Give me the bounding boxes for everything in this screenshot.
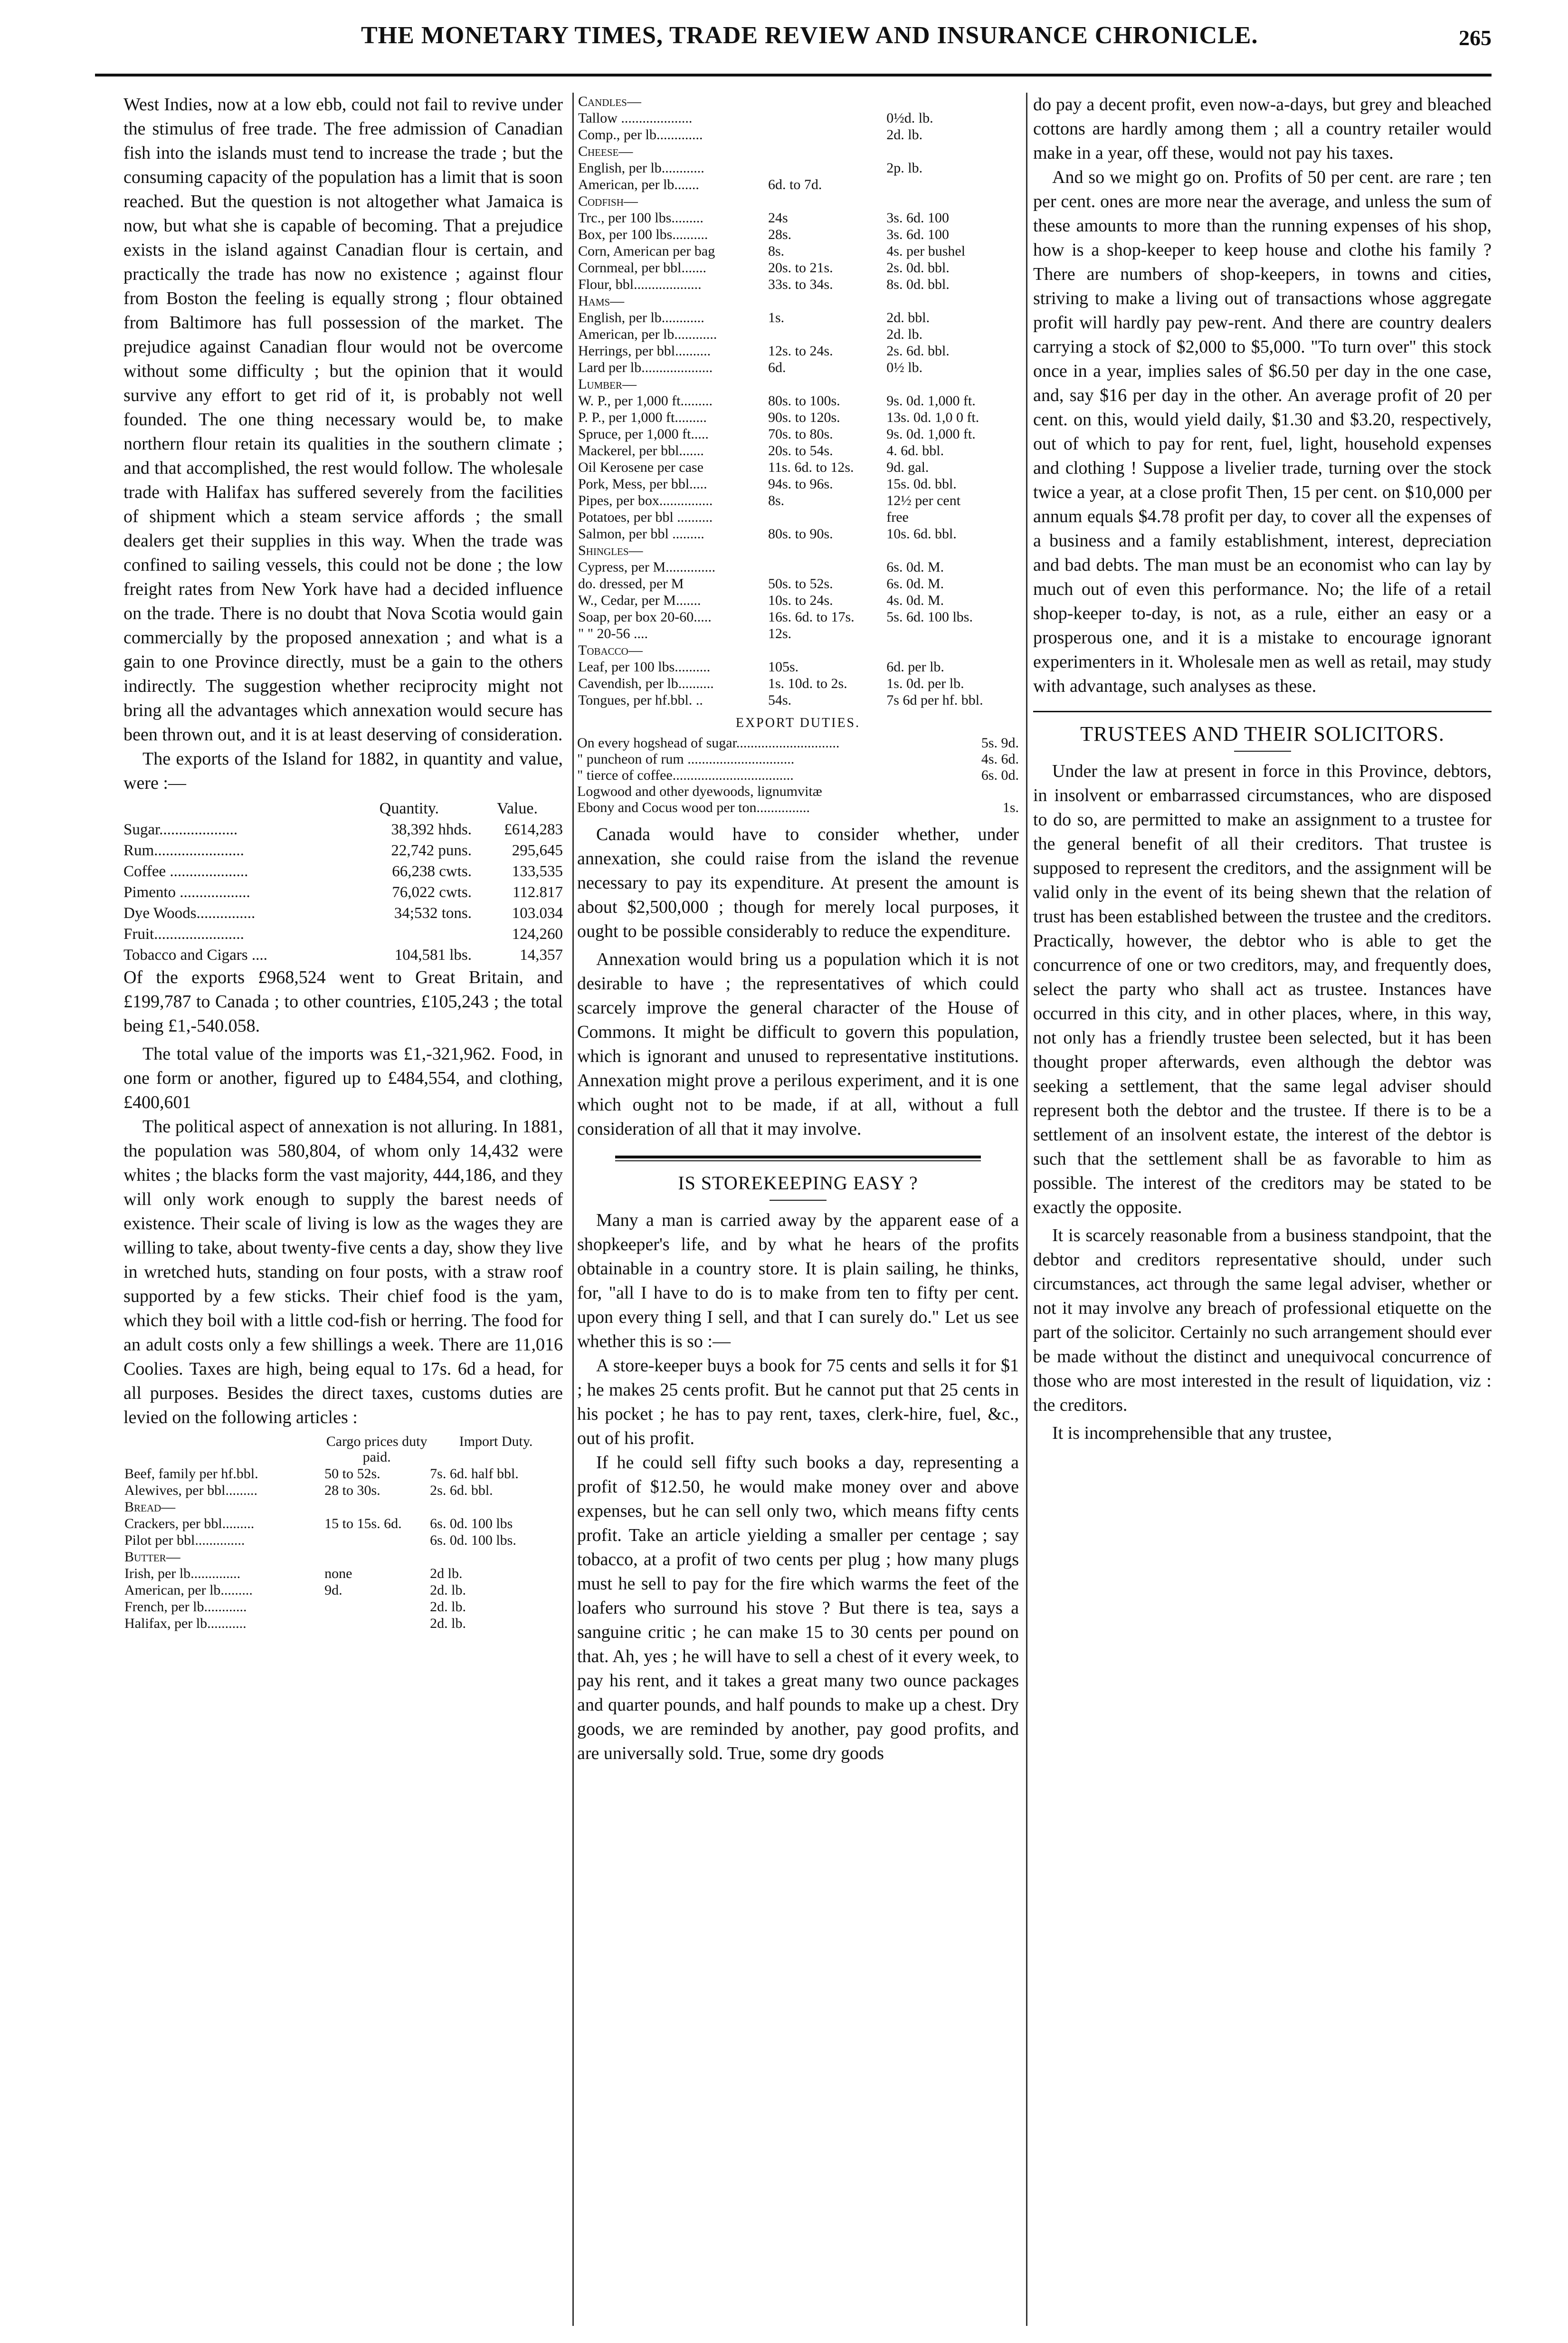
section-heading-trustees: TRUSTEES AND THEIR SOLICITORS. xyxy=(1080,722,1444,746)
table-cell xyxy=(768,143,885,159)
column-rule-1 xyxy=(572,93,574,2326)
table-cell: American, per lb......... xyxy=(124,1582,253,1598)
paragraph: And so we might go on. Profits of 50 per cent. are rare ; ten per cent. ones are more near the average, and unless the sum of these amounts to more than the running expenses of his shop, how is a shop-keeper to keep house and clothe his family ? There are numbers of shop-keepers, in towns and cities, striving to make a living out of transactions whose aggregate profit will hardly pay pew-rent. And there are country dealers carrying a stock of $2,000 to $5,000. "To turn over" this stock once in a year, implies sales of $6.50 per day in the one case, and, say $16 per day in the other. An average profit of 20 per cent. on this, would yield daily, $1.30 and $3.20, respectively, out of which to pay for rent, fuel, light, household expenses and clothing ! Suppose a livelier trade, turning over the stock twice a year, at a close profit Then, 15 per cent. on $10,000 per annum equals $4.78 profit per day, to cover all the expenses of a business and a family establishment, interest, depreciation and bad debts. The man must be an economist who can lay by much out of even this performance. No; the life of a retail shop-keeper to-day, is not, as a rule, either an easy or a prosperous one, and it is a mistake to encourage ignorant experimenters in it. Wholesale men as well as retail, may study with advantage, such analyses as these. xyxy=(1033,167,1492,696)
table-cell: 8s. xyxy=(768,243,785,259)
column-header: Cargo prices duty paid. xyxy=(326,1434,428,1465)
table-row xyxy=(578,143,1018,159)
table-row xyxy=(578,526,1018,542)
table-row xyxy=(578,326,1018,342)
table-row xyxy=(578,227,1018,242)
column-2 xyxy=(577,93,1019,2326)
table-cell: 54s. xyxy=(768,692,792,708)
table-cell: W. P., per 1,000 ft......... xyxy=(578,393,713,409)
table-cell xyxy=(768,94,885,109)
table-cell: 3s. 6d. 100 xyxy=(886,210,949,226)
table-cell xyxy=(768,509,885,525)
table-cell: 34;532 tons. xyxy=(394,905,472,922)
paragraph: It is scarcely reasonable from a business standpoint, that the debtor and creditors representative should, under such circumstances, act through the same legal adviser, whether or not it may involve any breach of professional etiquette on the part of the solicitor. Certainly no such arrangement should ever be made without the distinct and unequivocal concurrence of those who are most interested in the result of liquidation, viz : the creditors. xyxy=(1033,1225,1492,1415)
table-cell: French, per lb............ xyxy=(124,1599,247,1615)
table-cell xyxy=(324,1499,429,1515)
table-cell: 20s. to 54s. xyxy=(768,443,833,459)
table-cell: 12½ per cent xyxy=(886,493,961,508)
table-row xyxy=(124,945,563,966)
table-row xyxy=(578,509,1018,525)
table-cell: Beef, family per hf.bbl. xyxy=(124,1466,258,1482)
table-row xyxy=(578,593,1018,608)
table-row xyxy=(578,559,1018,575)
export-item: Logwood and other dyewoods, lignumvitæ xyxy=(577,784,822,799)
table-cell: Box, per 100 lbs.......... xyxy=(578,227,708,242)
table-row xyxy=(124,1582,562,1598)
table-cell: 50s. to 52s. xyxy=(768,576,833,592)
table-cell: 4. 6d. bbl. xyxy=(886,443,944,459)
column-header: Quantity. xyxy=(379,800,439,817)
table-cell xyxy=(324,1599,429,1615)
table-cell: Sugar.................... xyxy=(124,821,238,838)
table-cell xyxy=(768,193,885,209)
table-cell: 2d lb. xyxy=(430,1566,463,1581)
table-row xyxy=(124,1549,562,1565)
table-cell: 8s. xyxy=(768,493,785,508)
table-cell: 9d. xyxy=(324,1582,342,1598)
table-cell: Tobacco and Cigars .... xyxy=(124,947,267,964)
table-cell: Mackerel, per bbl....... xyxy=(578,443,704,459)
table-row xyxy=(124,1566,562,1581)
newspaper-title: THE MONETARY TIMES, TRADE REVIEW AND INSURANCE CHRONICLE. xyxy=(361,22,1258,49)
table-cell xyxy=(886,94,1018,109)
list-item xyxy=(577,784,1019,800)
export-duty: 4s. 6d. xyxy=(981,751,1019,767)
table-cell: Lumber— xyxy=(578,376,637,392)
paragraph: If he could sell fifty such books a day, representing a profit of $12.50, he would make money over and above expenses, but he can sell only two, which means fifty cents profit. Take an article yielding a smaller per centage ; say tobacco, at a profit of two cents per plug ; how many plugs must he sell to pay for the fire which warms the feet of the loafers who surround his stove ? But there is tea, says a sanguine critic ; he can make 15 to 30 cents per pound on that. Ah, yes ; he will have to sell a chest of it every week, to pay his rent, and it takes a great many two ounce packages and quarter pounds, and half pounds to make up a chest. Dry goods, we are reminded by another, pay good profits, and are universally sold. True, some dry goods xyxy=(577,1453,1019,1763)
table-row xyxy=(124,1532,562,1548)
table-cell: 66,238 cwts. xyxy=(392,863,472,880)
table-cell: Irish, per lb.............. xyxy=(124,1566,241,1581)
table-row xyxy=(578,293,1018,309)
table-cell: Alewives, per bbl......... xyxy=(124,1482,257,1498)
table-row xyxy=(578,360,1018,375)
table-cell: Codfish— xyxy=(578,193,638,209)
table-cell: American, per lb....... xyxy=(578,177,699,192)
table-cell: 2d. bbl. xyxy=(886,310,930,325)
table-cell: 2s. 6d. bbl. xyxy=(886,343,950,359)
table-row xyxy=(578,410,1018,425)
table-row xyxy=(578,476,1018,492)
table-cell: Cornmeal, per bbl....... xyxy=(578,260,706,276)
export-item: On every hogshead of sugar............................. xyxy=(577,735,840,751)
table-cell: 6d. per lb. xyxy=(886,659,944,675)
table-cell: Tallow .................... xyxy=(578,110,693,126)
table-row xyxy=(578,177,1018,192)
table-cell: 2s. 6d. bbl. xyxy=(430,1482,493,1498)
export-item: Ebony and Cocus wood per ton............... xyxy=(577,800,810,815)
table-cell: 22,742 puns. xyxy=(391,842,472,859)
table-cell: Tongues, per hf.bbl. .. xyxy=(578,692,703,708)
table-row xyxy=(578,626,1018,641)
list-item xyxy=(577,751,1019,767)
table-cell: 2d. lb. xyxy=(430,1599,466,1615)
export-duty: 1s. xyxy=(1002,800,1019,815)
paragraph: It is incomprehensible that any trustee, xyxy=(1052,1423,1332,1443)
table-cell: English, per lb............ xyxy=(578,160,704,176)
table-cell: 0½d. lb. xyxy=(886,110,933,126)
table-row xyxy=(578,393,1018,409)
table-cell: 112.817 xyxy=(512,884,563,901)
table-cell: Flour, bbl................... xyxy=(578,277,702,292)
table-cell xyxy=(768,642,885,658)
table-cell: Tobacco— xyxy=(578,642,643,658)
table-cell xyxy=(768,376,885,392)
paragraph: Under the law at present in force in this Province, debtors, in insolvent or embarrassed circumstances, who are disposed to do so, are permitted to make an assignment to a trustee for the general benefit of all their creditors. That trustee is supposed to represent the creditors, and the assignment will be valid only in the event of its being shewn that the relation of trust has been established between the trustee and the creditors. Practically, however, the debtor who is able to get the concurrence of one or two creditors, may, and frequently does, select the party who shall act as trustee. Instances have occurred in this city, and in other places, where, in this way, not only has a friendly trustee been selected, but it has been thought proper afterwards, even although the debtor was seeking a settlement, that the same legal adviser should represent both the debtor and the trustee. If there is to be a settlement of an insolvent estate, the interest of the debtor is such that the settlement shall be as favorable to him as possible. The interest of the creditors may be stated to be exactly the opposite. xyxy=(1033,761,1492,1217)
paragraph: Of the exports £968,524 went to Great Britain, and £199,787 to Canada ; to other countries, £105,243 ; the total being £1,-540.058. xyxy=(124,967,563,1036)
table-cell: 103.034 xyxy=(512,905,563,922)
table-row xyxy=(578,692,1018,708)
section-divider xyxy=(1033,711,1492,712)
table-cell: " " 20-56 .... xyxy=(578,626,648,641)
table-cell: 28 to 30s. xyxy=(324,1482,380,1498)
table-cell: 80s. to 100s. xyxy=(768,393,840,409)
table-cell xyxy=(324,1549,429,1565)
table-cell: Spruce, per 1,000 ft..... xyxy=(578,426,709,442)
table-cell: Crackers, per bbl......... xyxy=(124,1516,255,1531)
table-cell: 38,392 hhds. xyxy=(391,821,472,838)
table-row xyxy=(578,642,1018,658)
table-cell xyxy=(886,143,1018,159)
table-cell: Rum....................... xyxy=(124,842,244,859)
table-cell: 2d. lb. xyxy=(886,127,923,143)
table-cell: 9d. gal. xyxy=(886,459,929,475)
table-cell: 10s. to 24s. xyxy=(768,593,833,608)
table-cell: W., Cedar, per M....... xyxy=(578,593,701,608)
table-row xyxy=(578,310,1018,325)
table-row xyxy=(124,1466,562,1482)
table-cell: 2d. lb. xyxy=(430,1616,466,1631)
table-cell: 6s. 0d. M. xyxy=(886,559,944,575)
section-divider xyxy=(615,1156,981,1161)
table-cell: Cheese— xyxy=(578,143,633,159)
table-cell: 12s. to 24s. xyxy=(768,343,833,359)
paragraph: Annexation would bring us a population which it is not desirable to have ; the representatives of which could scarcely improve the general character of the House of Commons. It might be difficult to govern this population, which is ignorant and unused to representative institutions. Annexation might prove a perilous experiment, and it is one which ought not to be made, if at all, without a full consideration of all that it may involve. xyxy=(577,949,1019,1139)
table-cell: Coffee .................... xyxy=(124,863,248,880)
table-cell: 2d. lb. xyxy=(430,1582,466,1598)
table-row xyxy=(578,193,1018,209)
table-cell: 6s. 0d. 100 lbs xyxy=(430,1516,513,1531)
table-cell: 6d. xyxy=(768,360,786,375)
heading-underline xyxy=(1234,751,1291,752)
section-heading-storekeeping: IS STOREKEEPING EASY ? xyxy=(678,1172,918,1194)
table-cell: Fruit....................... xyxy=(124,926,244,943)
table-cell: Hams— xyxy=(578,293,625,309)
table-cell: 4s. 0d. M. xyxy=(886,593,944,608)
table-row xyxy=(124,1516,562,1531)
table-cell: Herrings, per bbl.......... xyxy=(578,343,711,359)
table-cell: 133,535 xyxy=(512,863,563,880)
table-cell: do. dressed, per M xyxy=(578,576,684,592)
page-number: 265 xyxy=(1459,26,1492,50)
table-row xyxy=(124,903,563,924)
table-row xyxy=(124,840,563,861)
export-item: " tierce of coffee.................................. xyxy=(577,767,794,783)
paragraph: Canada would have to consider whether, under annexation, she could raise from the island the revenue necessary to pay its expenditure. At present the amount is about $2,500,000 ; though for merely local purposes, it ought to be possible considerably to reduce the expenditure. xyxy=(577,824,1019,941)
paragraph: A store-keeper buys a book for 75 cents and sells it for $1 ; he makes 25 cents profit. But he cannot put that 25 cents in his pocket ; he has to pay rent, taxes, clerk-hire, fuel, &c., out of his profit. xyxy=(577,1356,1019,1448)
table-row xyxy=(578,376,1018,392)
table-cell: Dye Woods............... xyxy=(124,905,256,922)
table-cell: Pimento .................. xyxy=(124,884,250,901)
table-cell: £614,283 xyxy=(504,821,563,838)
column-1 xyxy=(124,93,563,2326)
table-cell: 50 to 52s. xyxy=(324,1466,380,1482)
table-cell: 6d. to 7d. xyxy=(768,177,822,192)
paragraph: The political aspect of annexation is not alluring. In 1881, the population was 580,804, of whom only 14,432 were whites ; the blacks form the vast majority, 444,186, and they will only work enough to supply the barest needs of existence. Their scale of living is low as the wages they are willing to take, about twenty-five cents a day, show they live in wretched huts, standing on four posts, with a straw roof supported by a few sticks. Their chief food is the yam, which they boil with a little cod-fish or herring. The food for an adult costs only a few shillings a week. There are 11,016 Coolies. Taxes are high, being equal to 17s. 6d a head, for all purposes. Besides the direct taxes, customs duties are levied on the following articles : xyxy=(124,1117,563,1427)
table-row xyxy=(578,243,1018,259)
table-cell xyxy=(886,293,1018,309)
table-cell: 6s. 0d. 100 lbs. xyxy=(430,1532,516,1548)
paragraph: West Indies, now at a low ebb, could not fail to revive under the stimulus of free trade. The free admission of Canadian fish into the islands must tend to increase the trade ; but the consuming capacity of the population has a limit that is soon reached. But the question is not altogether what Jamaica is now, but what she is capable of becoming. That a prejudice exists in the island against Canadian flour is certain, and practically the trade has now no existence ; against flour from Boston the feeling is equally strong ; flour obtained from Baltimore has full possession of the market. The prejudice against Canadian flour would not be overcome without some difficulty ; but the opinion that it would survive any effort to get rid of it, is probably not well founded. The one thing necessary would be, to make northern flour retain its qualities in the southern climate ; and that accomplished, the rest would follow. The wholesale trade with Halifax has suffered severely from the facilities of shipment which a steam service affords ; the small dealers get their supplies in this way. When the trade was confined to sailing vessels, this could not be done ; the low freight rates from New York have had a decided influence on the trade. There is no doubt that Nova Scotia would gain commercially by the proposed annexation ; and what is a gain to one Province directly, must be a gain to the others indirectly. The suggestion whether reciprocity might not bring all the advantages which annexation would secure has been thrown out, and it is at least deserving of consideration. xyxy=(124,95,563,745)
table-cell xyxy=(347,924,472,945)
table-cell: none xyxy=(324,1566,352,1581)
export-duties-heading: EXPORT DUTIES. xyxy=(735,716,861,730)
list-item xyxy=(577,800,1019,816)
duties-table-continued xyxy=(577,93,1019,709)
table-row xyxy=(578,543,1018,558)
table-row xyxy=(124,924,563,945)
table-cell: Cypress, per M.............. xyxy=(578,559,716,575)
table-cell: 2p. lb. xyxy=(886,160,923,176)
exports-table xyxy=(124,798,563,966)
table-row xyxy=(578,426,1018,442)
table-cell xyxy=(768,110,885,126)
table-cell: 8s. 0d. bbl. xyxy=(886,277,950,292)
table-cell: 76,022 cwts. xyxy=(392,884,472,901)
table-cell: Soap, per box 20-60..... xyxy=(578,609,712,625)
table-cell xyxy=(768,160,885,176)
table-row xyxy=(124,861,563,882)
table-cell: 70s. to 80s. xyxy=(768,426,833,442)
list-item xyxy=(577,767,1019,784)
table-cell: 2d. lb. xyxy=(886,326,923,342)
table-cell: 7s 6d per hf. bbl. xyxy=(886,692,983,708)
table-cell: 11s. 6d. to 12s. xyxy=(768,459,854,475)
table-cell: Candles— xyxy=(578,94,641,109)
table-cell xyxy=(430,1549,562,1565)
table-cell xyxy=(886,543,1018,558)
column-3 xyxy=(1033,93,1492,2326)
table-row xyxy=(124,1482,562,1498)
table-cell xyxy=(886,642,1018,658)
table-cell: 15s. 0d. bbl. xyxy=(886,476,957,492)
table-cell: 7s. 6d. half bbl. xyxy=(430,1466,519,1482)
table-row xyxy=(578,127,1018,143)
table-row xyxy=(124,1499,562,1515)
export-duty: 5s. 9d. xyxy=(981,735,1019,751)
table-cell xyxy=(768,293,885,309)
table-cell: Leaf, per 100 lbs.......... xyxy=(578,659,711,675)
table-cell: 6s. 0d. M. xyxy=(886,576,944,592)
table-cell: 0½ lb. xyxy=(886,360,923,375)
paragraph: do pay a decent profit, even now-a-days, but grey and bleached cottons are hardly among them ; all a country retailer would make in a year, off these, would not pay his taxes. xyxy=(1033,95,1492,163)
paragraph: Many a man is carried away by the apparent ease of a shopkeeper's life, and by what he hears of the profits obtainable in a country store. It is plain sailing, he thinks, for, "all I have to do is to make from ten to fifty per cent. upon every thing I sell, and that I can surely do." Let us see whether this is so :— xyxy=(577,1210,1019,1351)
export-duties-list xyxy=(577,735,1019,816)
table-cell: 9s. 0d. 1,000 ft. xyxy=(886,393,976,409)
table-cell: Salmon, per bbl ......... xyxy=(578,526,704,542)
table-cell xyxy=(768,543,885,558)
table-row xyxy=(578,659,1018,675)
table-cell xyxy=(886,626,1018,641)
table-row xyxy=(578,343,1018,359)
column-header: Import Duty. xyxy=(459,1434,533,1449)
heading-underline xyxy=(770,1200,827,1201)
table-cell: 33s. to 34s. xyxy=(768,277,833,292)
table-cell: 80s. to 90s. xyxy=(768,526,833,542)
table-cell xyxy=(768,127,885,143)
export-item: " puncheon of rum .............................. xyxy=(577,751,795,767)
paragraph: The exports of the Island for 1882, in quantity and value, were :— xyxy=(124,749,563,793)
table-cell: Pipes, per box............... xyxy=(578,493,713,508)
table-cell: 5s. 6d. 100 lbs. xyxy=(886,609,973,625)
table-cell: 1s. 0d. per lb. xyxy=(886,676,964,691)
table-cell: 1s. 10d. to 2s. xyxy=(768,676,847,691)
list-item xyxy=(577,735,1019,751)
table-cell: Lard per lb.................... xyxy=(578,360,713,375)
table-cell: Butter— xyxy=(124,1549,181,1565)
table-cell: Pork, Mess, per bbl..... xyxy=(578,476,707,492)
table-cell: 105s. xyxy=(768,659,799,675)
table-row xyxy=(578,459,1018,475)
table-cell: Potatoes, per bbl .......... xyxy=(578,509,713,525)
column-header: Value. xyxy=(497,800,538,817)
table-cell xyxy=(886,193,1018,209)
table-cell: 4s. per bushel xyxy=(886,243,966,259)
table-cell: 124,260 xyxy=(512,926,563,943)
table-cell: Cavendish, per lb.......... xyxy=(578,676,714,691)
table-row xyxy=(578,94,1018,109)
table-row xyxy=(578,676,1018,691)
page-header xyxy=(95,17,1492,77)
table-row xyxy=(578,609,1018,625)
table-row xyxy=(578,493,1018,508)
table-row xyxy=(578,260,1018,276)
table-cell xyxy=(886,177,1018,192)
column-rule-2 xyxy=(1026,93,1027,2326)
table-cell: 12s. xyxy=(768,626,792,641)
table-cell xyxy=(430,1499,562,1515)
table-cell: 13s. 0d. 1,0 0 ft. xyxy=(886,410,979,425)
table-cell: Oil Kerosene per case xyxy=(578,459,704,475)
table-row xyxy=(124,882,563,903)
table-cell: 9s. 0d. 1,000 ft. xyxy=(886,426,976,442)
table-cell: Comp., per lb............. xyxy=(578,127,703,143)
table-cell: 14,357 xyxy=(520,947,563,964)
table-cell xyxy=(886,376,1018,392)
table-cell: Halifax, per lb........... xyxy=(124,1616,247,1631)
table-cell: 16s. 6d. to 17s. xyxy=(768,609,855,625)
table-cell: English, per lb............ xyxy=(578,310,704,325)
table-row xyxy=(578,443,1018,459)
paragraph: The total value of the imports was £1,-321,962. Food, in one form or another, figured up to £484,554, and clothing, £400,601 xyxy=(124,1044,563,1112)
table-row xyxy=(124,1616,562,1631)
table-cell xyxy=(768,326,885,342)
table-cell: 94s. to 96s. xyxy=(768,476,833,492)
table-cell: 295,645 xyxy=(512,842,563,859)
table-cell: 28s. xyxy=(768,227,792,242)
table-cell: 24s xyxy=(768,210,788,226)
export-duty: 6s. 0d. xyxy=(981,767,1019,783)
table-cell: Corn, American per bag xyxy=(578,243,715,259)
table-cell: 2s. 0d. bbl. xyxy=(886,260,950,276)
duties-table xyxy=(124,1433,563,1632)
table-row xyxy=(578,110,1018,126)
table-row xyxy=(578,160,1018,176)
table-row xyxy=(578,576,1018,592)
table-row xyxy=(124,819,563,840)
table-cell: 3s. 6d. 100 xyxy=(886,227,949,242)
table-cell: Pilot per bbl.............. xyxy=(124,1532,245,1548)
table-cell: 20s. to 21s. xyxy=(768,260,833,276)
table-cell: 15 to 15s. 6d. xyxy=(324,1516,402,1531)
table-row xyxy=(578,277,1018,292)
table-cell: 1s. xyxy=(768,310,785,325)
table-row xyxy=(578,210,1018,226)
table-cell xyxy=(768,559,885,575)
table-cell: 90s. to 120s. xyxy=(768,410,840,425)
table-cell: American, per lb............ xyxy=(578,326,717,342)
table-cell: Trc., per 100 lbs......... xyxy=(578,210,703,226)
table-cell xyxy=(324,1532,429,1548)
table-cell: Shingles— xyxy=(578,543,643,558)
table-row xyxy=(124,1599,562,1615)
table-cell xyxy=(324,1616,429,1631)
table-cell: 10s. 6d. bbl. xyxy=(886,526,957,542)
table-cell: free xyxy=(886,509,909,525)
table-cell: 104,581 lbs. xyxy=(394,947,472,964)
table-cell: Bread— xyxy=(124,1499,176,1515)
table-cell: P. P., per 1,000 ft......... xyxy=(578,410,707,425)
